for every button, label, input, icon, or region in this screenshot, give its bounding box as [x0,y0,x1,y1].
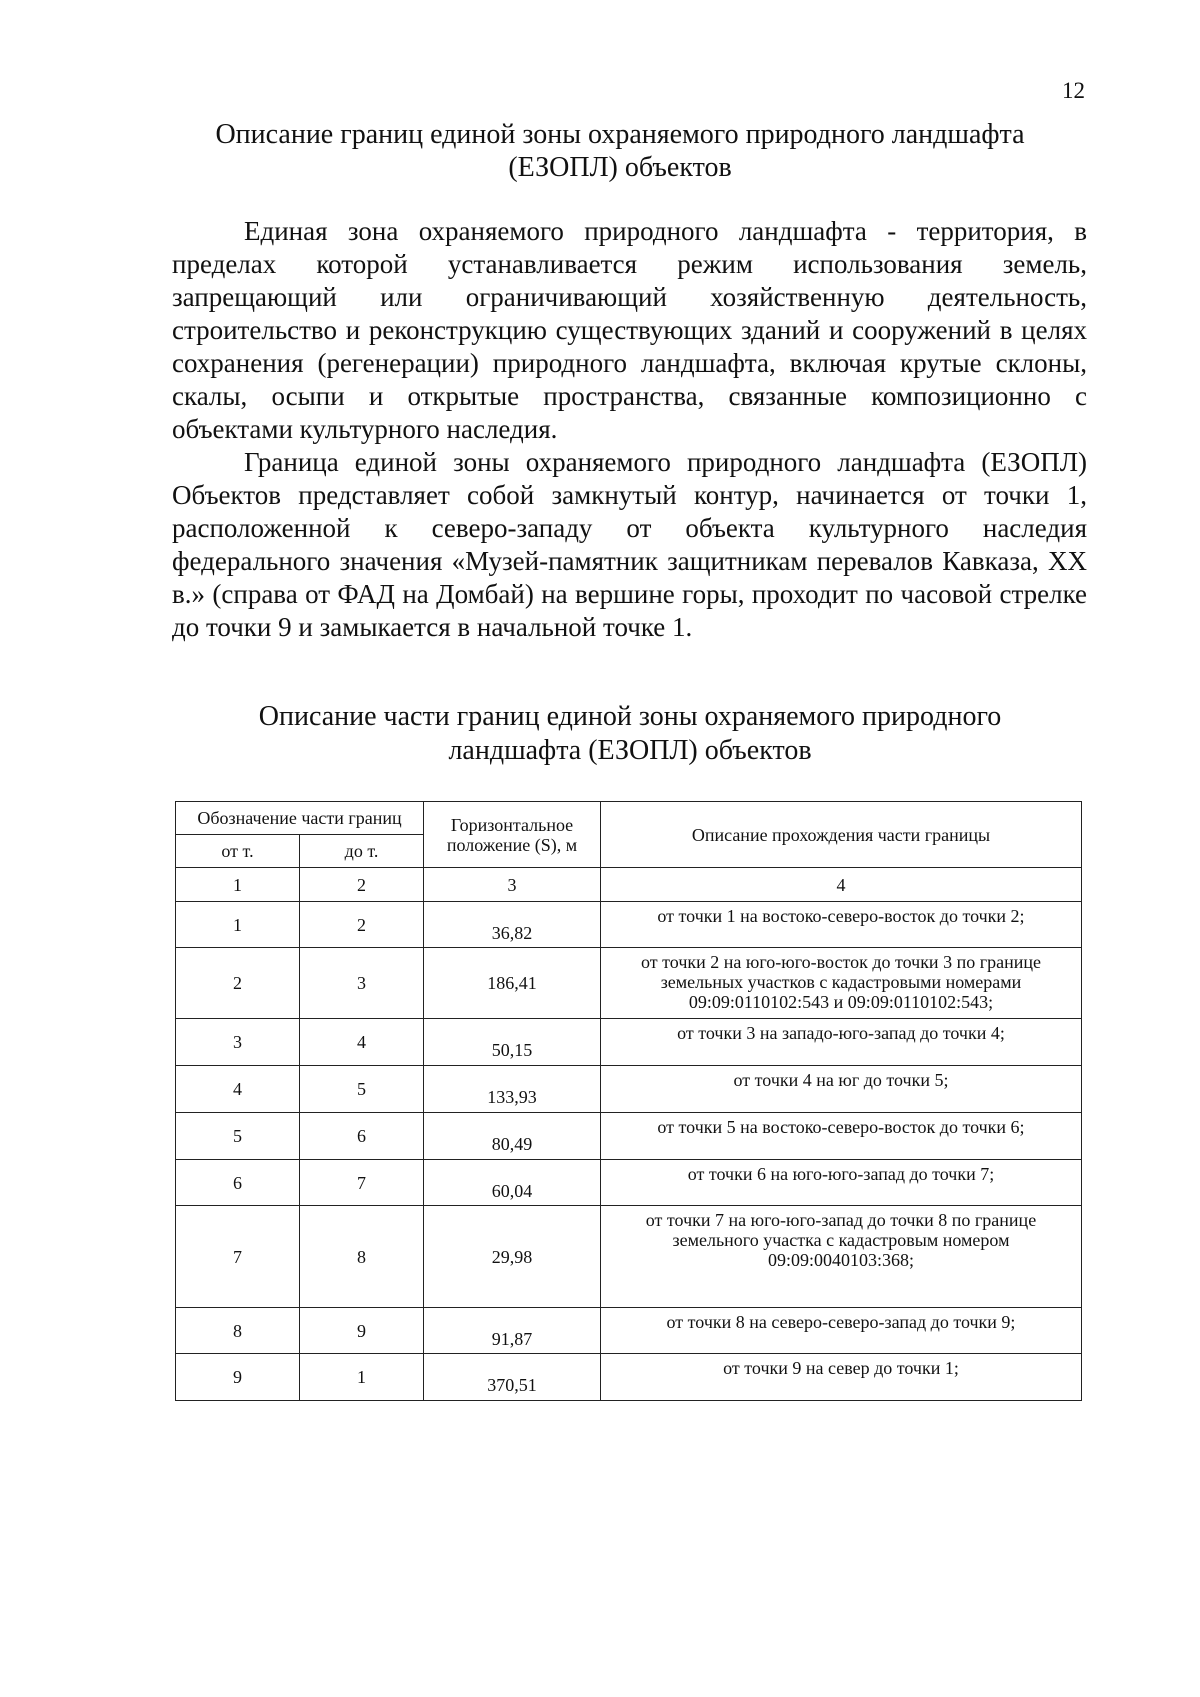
page-title-line-2: (ЕЗОПЛ) объектов [508,152,732,183]
cell-length: 60,04 [424,1160,601,1206]
cell-description: от точки 5 на востоко-северо-восток до точки 6; [601,1113,1082,1160]
cell-description: от точки 8 на северо-северо-запад до точки 9; [601,1308,1082,1354]
table-row [176,902,1082,948]
cell-length: 80,49 [424,1113,601,1160]
cell-from: 9 [176,1354,300,1401]
cell-length: 91,87 [424,1308,601,1354]
boundary-table [175,801,1082,1401]
cell-description: от точки 4 на юг до точки 5; [601,1066,1082,1113]
cell-length: 50,15 [424,1019,601,1066]
cell-length: 36,82 [424,902,601,948]
cell-description: от точки 9 на север до точки 1; [601,1354,1082,1401]
cell-description: от точки 2 на юго-юго-восток до точки 3 по границе земельных участков с кадастровыми номерами 09:09:0110102:543 и 09:09:0110102:543; [601,948,1082,1019]
cell-from: 3 [176,1019,300,1066]
cell-from: 4 [176,1066,300,1113]
cell-length: 370,51 [424,1354,601,1401]
column-number: 1 [176,868,300,902]
cell-from: 6 [176,1160,300,1206]
cell-length: 29,98 [424,1206,601,1308]
table-row [176,1019,1082,1066]
table-row [176,1160,1082,1206]
table-row [176,1308,1082,1354]
cell-to: 6 [300,1113,424,1160]
cell-from: 2 [176,948,300,1019]
cell-description: от точки 3 на западо-юго-запад до точки 4; [601,1019,1082,1066]
cell-to: 8 [300,1206,424,1308]
cell-to: 7 [300,1160,424,1206]
header-description: Описание прохождения части границы [601,802,1082,868]
cell-from: 1 [176,902,300,948]
column-number: 2 [300,868,424,902]
paragraph: Единая зона охраняемого природного ландшафта - территория, в пределах которой устанавливается режим использования земель, запрещающий или ограничивающий хозяйственную деятельность, строительство и реконструкцию существующих зданий и сооружений в целях сохранения (регенерации) природного ландшафта, включая крутые склоны, скалы, осыпи и открытые пространства, связанные композиционно с объектами культурного наследия. [172,216,1087,444]
cell-to: 2 [300,902,424,948]
table-row [176,1066,1082,1113]
page-number: 12 [1062,78,1085,103]
cell-to: 4 [300,1019,424,1066]
cell-from: 7 [176,1206,300,1308]
cell-from: 8 [176,1308,300,1354]
cell-to: 5 [300,1066,424,1113]
table-row [176,1113,1082,1160]
cell-to: 3 [300,948,424,1019]
table-title-line-1: Описание части границ единой зоны охраняемого природного [258,701,1002,732]
page-title-line-1: Описание границ единой зоны охраняемого природного ландшафта [215,119,1025,150]
table-title-line-2: ландшафта (ЕЗОПЛ) объектов [448,735,812,766]
table-row [176,1206,1082,1308]
table-row [176,1354,1082,1401]
page-title [170,118,1070,184]
cell-to: 9 [300,1308,424,1354]
paragraph: Граница единой зоны охраняемого природного ландшафта (ЕЗОПЛ) Объектов представляет собой замкнутый контур, начинается от точки 1, расположенной к северо-западу от объекта культурного наследия федерального значения «Музей-памятник защитникам перевалов Кавказа, XX в.» (справа от ФАД на Домбай) на вершине горы, проходит по часовой стрелке до точки 9 и замыкается в начальной точке 1. [172,447,1087,642]
column-number: 4 [601,868,1082,902]
column-number: 3 [424,868,601,902]
cell-description: от точки 7 на юго-юго-запад до точки 8 по границе земельного участка с кадастровым номером 09:09:0040103:368; [601,1206,1082,1308]
header-from: от т. [176,835,300,868]
cell-from: 5 [176,1113,300,1160]
table-row [176,948,1082,1019]
cell-description: от точки 6 на юго-юго-запад до точки 7; [601,1160,1082,1206]
cell-description: от точки 1 на востоко-северо-восток до точки 2; [601,902,1082,948]
cell-length: 186,41 [424,948,601,1019]
header-to: до т. [300,835,424,868]
table-title [200,700,1060,768]
cell-to: 1 [300,1354,424,1401]
header-horizontal: Горизонтальное положение (S), м [424,802,601,868]
header-boundary-designation: Обозначение части границ [176,802,424,835]
cell-length: 133,93 [424,1066,601,1113]
body-text [172,215,1087,644]
